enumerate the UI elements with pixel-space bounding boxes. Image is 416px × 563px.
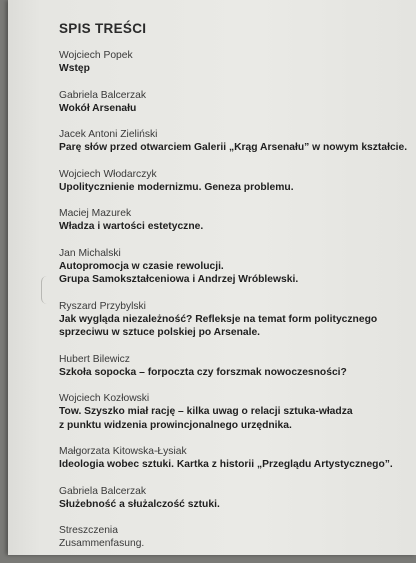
- toc-entry: [59, 168, 409, 195]
- toc-entry: [59, 49, 409, 76]
- entry-title: Ideologia wobec sztuki. Kartka z historii „Przeglądu Artystycznego”.: [59, 459, 393, 470]
- toc-entry: [59, 445, 409, 472]
- entry-author: Gabriela Balcerzak: [59, 89, 146, 101]
- entry-author: Maciej Mazurek: [59, 208, 132, 219]
- entry-title-line-2: Grupa Samokształceniowa i Andrzej Wróblewski.: [59, 274, 299, 285]
- entry-title: Władza i wartości estetyczne.: [59, 221, 204, 232]
- toc-entry: [59, 300, 409, 340]
- toc-entry: [59, 247, 409, 287]
- entry-title: Tow. Szyszko miał rację – kilka uwag o relacji sztuka-władza: [59, 406, 353, 417]
- pencil-mark: [41, 276, 54, 304]
- summaries-label: Streszczenia: [59, 525, 118, 536]
- toc-entry: [59, 89, 409, 116]
- entry-author: Małgorzata Kitowska-Łysiak: [59, 446, 187, 457]
- entry-author: Wojciech Kozłowski: [59, 393, 150, 404]
- entry-title: Szkoła sopocka – forpoczta czy forszmak nowoczesności?: [59, 366, 347, 378]
- toc-entry: [59, 392, 409, 432]
- summaries-label-de: Zusammenfasung.: [59, 538, 145, 549]
- entry-title: Wstęp: [59, 63, 90, 74]
- toc-entry: [59, 207, 409, 234]
- entry-author: Jan Michalski: [59, 247, 121, 259]
- entry-author: Wojciech Włodarczyk: [59, 168, 157, 180]
- entry-title: Służebność a służalczość sztuki.: [59, 498, 220, 510]
- toc-entry: [59, 353, 409, 380]
- entry-author: Hubert Bilewicz: [59, 353, 130, 365]
- entry-title: Wokół Arsenału: [59, 102, 137, 114]
- entry-author: Gabriela Balcerzak: [59, 485, 146, 497]
- entry-title-line-2: sprzeciwu w sztuce polskiej po Arsenale.: [59, 327, 261, 338]
- toc-entry: [59, 485, 409, 512]
- entry-title: Upolitycznienie modernizmu. Geneza problemu.: [59, 181, 294, 193]
- table-of-contents: [59, 21, 409, 563]
- toc-entry: [59, 128, 409, 155]
- book-page: [8, 0, 416, 555]
- entry-author: Ryszard Przybylski: [59, 300, 146, 312]
- entry-title: Parę słów przed otwarciem Galerii „Krąg Arsenału” w nowym kształcie.: [59, 142, 408, 153]
- toc-heading: SPIS TREŚCI: [59, 21, 147, 36]
- entry-author: Jacek Antoni Zieliński: [59, 129, 158, 140]
- entry-title: Autopromocja w czasie rewolucji.: [59, 260, 224, 272]
- entry-title-line-2: z punktu widzenia prowincjonalnego urzędnika.: [59, 419, 292, 431]
- summaries-block: [59, 524, 409, 550]
- entry-title: Jak wygląda niezależność? Refleksje na temat form politycznego: [59, 313, 378, 325]
- entry-author: Wojciech Popek: [59, 50, 133, 61]
